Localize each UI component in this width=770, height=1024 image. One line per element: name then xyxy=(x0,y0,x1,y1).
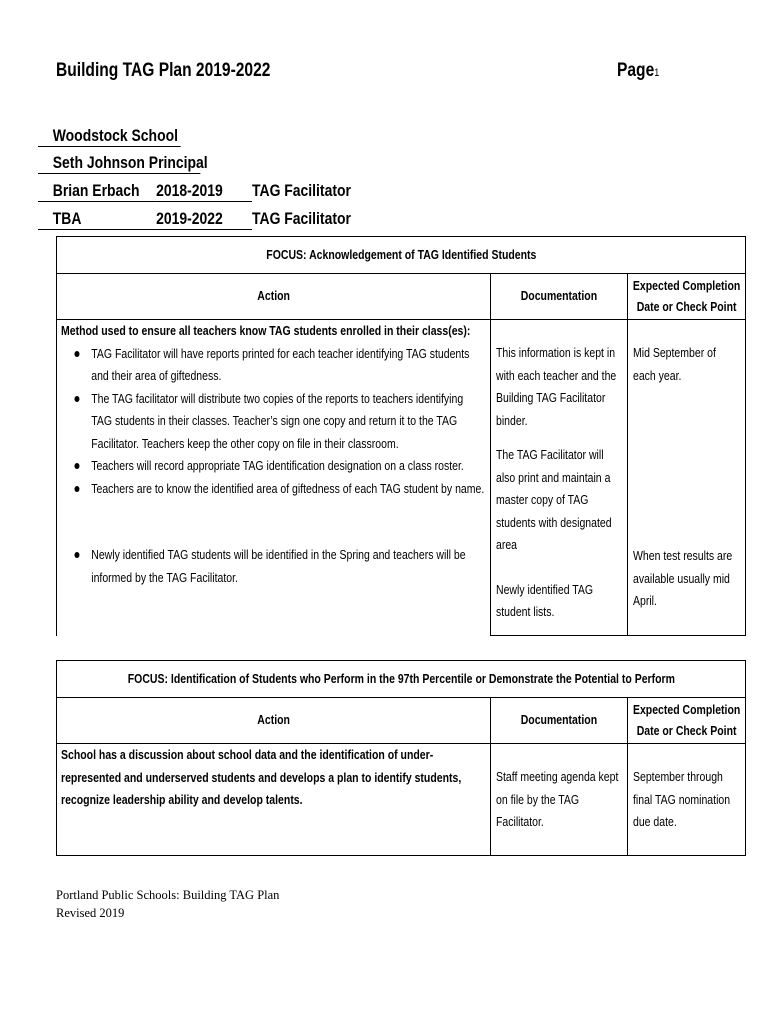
column-header-action xyxy=(57,274,491,320)
action-cell xyxy=(57,320,491,636)
focus-heading-text: FOCUS: Identification of Students who Perform in the 97th Percentile or Demonstrate the Potential to Perform xyxy=(127,671,675,686)
action-intro: Method used to ensure all teachers know TAG students enrolled in their class(es): xyxy=(61,324,471,338)
documentation-text-2: The TAG Facilitator will also print and maintain a master copy of TAG students with designated area xyxy=(496,448,612,552)
action-bullet-list xyxy=(61,343,486,501)
action-text: School has a discussion about school data and the identification of under-represented and underserved students and develops a plan to identify students, recognize leadership ability and develop talents. xyxy=(61,748,462,807)
column-header-documentation xyxy=(491,698,628,744)
list-item: TAG Facilitator will have reports printed for each teacher identifying TAG students and their area of giftedness. xyxy=(91,343,486,388)
list-item: Teachers will record appropriate TAG identification designation on a class roster. xyxy=(91,455,486,478)
footer-line-2: Revised 2019 xyxy=(56,906,125,920)
facilitator-1-name: Brian Erbach xyxy=(38,181,156,202)
school-name-line xyxy=(38,126,181,147)
list-item: Newly identified TAG students will be identified in the Spring and teachers will be informed by the TAG Facilitator. xyxy=(91,544,486,589)
list-item: The TAG facilitator will distribute two copies of the reports to teachers identifying TAG students in their classes. Teacher’s sign one copy and return it to the TAG Facilitator. Teachers keep the other copy on file in their classroom. xyxy=(91,388,486,456)
column-header-completion-line-1: Expected Completion xyxy=(632,702,741,717)
focus-table-acknowledgement xyxy=(56,236,746,636)
focus-heading xyxy=(57,237,746,274)
facilitator-1-years: 2018-2019 xyxy=(156,181,252,202)
page-number xyxy=(617,60,659,82)
documentation-text: Staff meeting agenda kept on file by the TAG Facilitator. xyxy=(496,770,619,829)
completion-text-2: When test results are available usually mid April. xyxy=(633,549,733,608)
facilitator-2-years: 2019-2022 xyxy=(156,209,252,230)
column-header-documentation-text: Documentation xyxy=(520,713,598,727)
column-header-documentation-text: Documentation xyxy=(520,289,598,303)
principal-name: Seth Johnson Principal xyxy=(38,153,200,174)
column-header-completion-line-1: Expected Completion xyxy=(632,278,741,293)
column-header-completion xyxy=(628,274,746,320)
facilitator-2-role: TAG Facilitator xyxy=(252,209,351,228)
column-header-action xyxy=(57,698,491,744)
column-header-action-text: Action xyxy=(257,289,290,303)
documentation-text-1: This information is kept in with each teacher and the Building TAG Facilitator binder. xyxy=(496,346,617,428)
completion-text: September through final TAG nomination due date. xyxy=(633,770,731,829)
footer-line-1: Portland Public Schools: Building TAG Plan xyxy=(56,888,280,902)
column-header-completion-line-2: Date or Check Point xyxy=(636,299,737,314)
focus-heading-text: FOCUS: Acknowledgement of TAG Identified Students xyxy=(265,247,537,262)
documentation-text-3: Newly identified TAG student lists. xyxy=(496,582,594,619)
column-header-completion-line-2: Date or Check Point xyxy=(636,723,737,738)
school-name: Woodstock School xyxy=(38,126,181,147)
documentation-cell xyxy=(491,744,628,856)
focus-table-identification xyxy=(56,660,746,856)
principal-line xyxy=(38,153,208,174)
documentation-cell xyxy=(491,320,628,636)
facilitator-2-name: TBA xyxy=(38,209,156,230)
column-header-completion xyxy=(628,698,746,744)
list-item: Teachers are to know the identified area of giftedness of each TAG student by name. xyxy=(91,478,486,501)
completion-cell xyxy=(628,320,746,636)
page-number-value: 1 xyxy=(654,67,660,79)
column-header-documentation xyxy=(491,274,628,320)
document-title: Building TAG Plan 2019-2022 xyxy=(56,60,271,81)
focus-heading xyxy=(57,661,746,698)
action-cell xyxy=(57,744,491,856)
facilitator-line-1 xyxy=(38,181,351,202)
completion-text-1: Mid September of each year. xyxy=(633,346,716,383)
footer xyxy=(56,886,279,922)
page-label-text: Page xyxy=(617,60,655,81)
completion-cell xyxy=(628,744,746,856)
action-bullet-list-2 xyxy=(61,544,486,589)
column-header-action-text: Action xyxy=(257,713,290,727)
facilitator-1-role: TAG Facilitator xyxy=(252,181,351,200)
facilitator-line-2 xyxy=(38,209,351,230)
